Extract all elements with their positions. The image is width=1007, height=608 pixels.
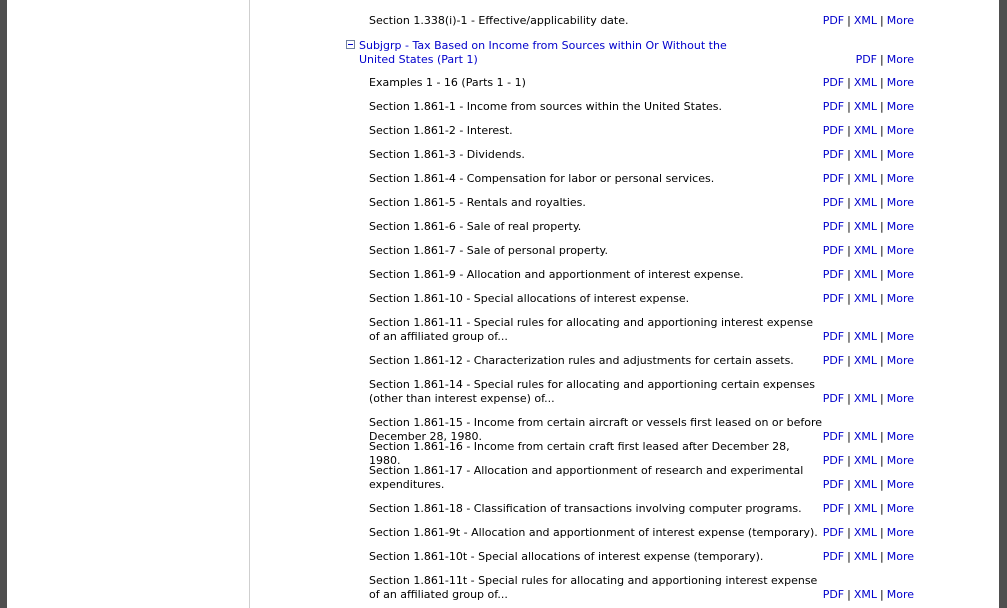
link-separator: | bbox=[880, 220, 884, 233]
link-separator: | bbox=[880, 14, 884, 27]
link-separator: | bbox=[880, 76, 884, 89]
link-separator: | bbox=[880, 354, 884, 367]
pdf-link[interactable]: PDF bbox=[822, 124, 845, 137]
doc-links bbox=[823, 244, 914, 258]
link-separator: | bbox=[880, 268, 884, 281]
xml-link[interactable]: XML bbox=[853, 478, 877, 491]
more-link[interactable]: More bbox=[886, 244, 914, 257]
link-separator: | bbox=[847, 220, 851, 233]
pdf-link[interactable]: PDF bbox=[822, 354, 845, 367]
link-separator: | bbox=[880, 244, 884, 257]
doc-links bbox=[823, 124, 914, 138]
xml-link[interactable]: XML bbox=[853, 588, 877, 601]
pdf-link[interactable]: PDF bbox=[822, 502, 845, 515]
link-separator: | bbox=[847, 430, 851, 443]
pdf-link[interactable]: PDF bbox=[822, 330, 845, 343]
link-separator: | bbox=[847, 172, 851, 185]
pdf-link[interactable]: PDF bbox=[855, 53, 877, 66]
more-link[interactable]: More bbox=[886, 268, 914, 281]
section-title: Section 1.338(i)-1 - Effective/applicability date. bbox=[369, 14, 629, 27]
doc-links bbox=[823, 526, 914, 540]
doc-links bbox=[823, 454, 914, 468]
doc-links bbox=[823, 478, 914, 492]
more-link[interactable]: More bbox=[886, 53, 914, 66]
pdf-link[interactable]: PDF bbox=[822, 392, 845, 405]
section-title: Section 1.861-5 - Rentals and royalties. bbox=[369, 196, 586, 209]
link-separator: | bbox=[847, 14, 851, 27]
pdf-link[interactable]: PDF bbox=[822, 588, 845, 601]
section-title: Section 1.861-18 - Classification of transactions involving computer programs. bbox=[369, 502, 802, 515]
pdf-link[interactable]: PDF bbox=[822, 454, 845, 467]
pdf-link[interactable]: PDF bbox=[822, 100, 845, 113]
doc-links bbox=[823, 148, 914, 162]
section-title: Section 1.861-10t - Special allocations of interest expense (temporary). bbox=[369, 550, 764, 563]
section-row bbox=[369, 100, 914, 114]
doc-links bbox=[823, 268, 914, 282]
xml-link[interactable]: XML bbox=[853, 502, 877, 515]
link-separator: | bbox=[847, 124, 851, 137]
section-row bbox=[369, 268, 914, 282]
doc-links bbox=[823, 196, 914, 210]
link-separator: | bbox=[847, 454, 851, 467]
pdf-link[interactable]: PDF bbox=[822, 14, 845, 27]
more-link[interactable]: More bbox=[886, 478, 914, 491]
more-link[interactable]: More bbox=[886, 454, 914, 467]
xml-link[interactable]: XML bbox=[853, 148, 877, 161]
pdf-link[interactable]: PDF bbox=[822, 220, 845, 233]
section-row bbox=[369, 316, 914, 344]
more-link[interactable]: More bbox=[886, 330, 914, 343]
section-row bbox=[369, 220, 914, 234]
more-link[interactable]: More bbox=[886, 196, 914, 209]
link-separator: | bbox=[880, 430, 884, 443]
xml-link[interactable]: XML bbox=[853, 292, 877, 305]
section-title: Section 1.861-3 - Dividends. bbox=[369, 148, 525, 161]
xml-link[interactable]: XML bbox=[853, 196, 877, 209]
section-title: Examples 1 - 16 (Parts 1 - 1) bbox=[369, 76, 526, 89]
xml-link[interactable]: XML bbox=[853, 430, 877, 443]
link-separator: | bbox=[847, 196, 851, 209]
section-title: Section 1.861-7 - Sale of personal property. bbox=[369, 244, 608, 257]
section-title: Section 1.861-4 - Compensation for labor or personal services. bbox=[369, 172, 715, 185]
xml-link[interactable]: XML bbox=[853, 244, 877, 257]
xml-link[interactable]: XML bbox=[853, 14, 877, 27]
link-separator: | bbox=[847, 268, 851, 281]
section-row bbox=[369, 574, 914, 602]
section-title: Section 1.861-9 - Allocation and apportionment of interest expense. bbox=[369, 268, 744, 281]
link-separator: | bbox=[847, 244, 851, 257]
section-title: Section 1.861-2 - Interest. bbox=[369, 124, 513, 137]
section-row bbox=[369, 244, 914, 258]
link-separator: | bbox=[847, 392, 851, 405]
more-link[interactable]: More bbox=[886, 76, 914, 89]
doc-links bbox=[823, 392, 914, 406]
doc-links bbox=[823, 502, 914, 516]
link-separator: | bbox=[880, 502, 884, 515]
pdf-link[interactable]: PDF bbox=[822, 430, 845, 443]
link-separator: | bbox=[847, 100, 851, 113]
xml-link[interactable]: XML bbox=[853, 330, 877, 343]
xml-link[interactable]: XML bbox=[853, 220, 877, 233]
pdf-link[interactable]: PDF bbox=[822, 148, 845, 161]
subgroup-row bbox=[346, 39, 914, 67]
doc-links bbox=[823, 588, 914, 602]
link-separator: | bbox=[880, 172, 884, 185]
section-title: Section 1.861-17 - Allocation and apportionment of research and experimental expenditures. bbox=[369, 464, 804, 491]
section-row bbox=[369, 354, 914, 368]
section-title: Section 1.861-11t - Special rules for allocating and apportioning interest expense of an affiliated group of... bbox=[369, 574, 818, 601]
section-row bbox=[369, 502, 914, 516]
more-link[interactable]: More bbox=[886, 526, 914, 539]
more-link[interactable]: More bbox=[886, 220, 914, 233]
pdf-link[interactable]: PDF bbox=[822, 292, 845, 305]
more-link[interactable]: More bbox=[886, 588, 914, 601]
section-row bbox=[369, 550, 914, 564]
pdf-link[interactable]: PDF bbox=[822, 526, 845, 539]
section-title: Section 1.861-14 - Special rules for allocating and apportioning certain expenses (other than interest expense) of... bbox=[369, 378, 815, 405]
section-title: Section 1.861-1 - Income from sources within the United States. bbox=[369, 100, 723, 113]
section-title: Section 1.861-6 - Sale of real property. bbox=[369, 220, 582, 233]
link-separator: | bbox=[880, 148, 884, 161]
xml-link[interactable]: XML bbox=[853, 268, 877, 281]
link-separator: | bbox=[880, 526, 884, 539]
section-row bbox=[369, 196, 914, 210]
link-separator: | bbox=[880, 550, 884, 563]
section-title: Section 1.861-16 - Income from certain craft first leased after December 28, 1980. bbox=[369, 440, 790, 467]
doc-links bbox=[823, 354, 914, 368]
doc-links bbox=[823, 430, 914, 444]
xml-link[interactable]: XML bbox=[853, 526, 877, 539]
link-separator: | bbox=[847, 502, 851, 515]
link-separator: | bbox=[880, 292, 884, 305]
more-link[interactable]: More bbox=[886, 148, 914, 161]
more-link[interactable]: More bbox=[886, 124, 914, 137]
pdf-link[interactable]: PDF bbox=[822, 172, 845, 185]
subgroup-title-link[interactable]: Subjgrp - Tax Based on Income from Sources within Or Without the United States (Part 1) bbox=[359, 39, 727, 66]
more-link[interactable]: More bbox=[886, 392, 914, 405]
pdf-link[interactable]: PDF bbox=[822, 244, 845, 257]
link-separator: | bbox=[847, 588, 851, 601]
doc-links bbox=[823, 76, 914, 90]
collapse-minus-icon[interactable] bbox=[346, 40, 355, 49]
link-separator: | bbox=[880, 330, 884, 343]
section-row bbox=[369, 172, 914, 186]
more-link[interactable]: More bbox=[886, 14, 914, 27]
pdf-link[interactable]: PDF bbox=[822, 76, 845, 89]
xml-link[interactable]: XML bbox=[853, 392, 877, 405]
link-separator: | bbox=[847, 76, 851, 89]
more-link[interactable]: More bbox=[886, 550, 914, 563]
section-row bbox=[369, 148, 914, 162]
link-separator: | bbox=[880, 454, 884, 467]
xml-link[interactable]: XML bbox=[853, 550, 877, 563]
more-link[interactable]: More bbox=[886, 430, 914, 443]
doc-links bbox=[823, 172, 914, 186]
xml-link[interactable]: XML bbox=[853, 76, 877, 89]
section-row bbox=[369, 464, 914, 492]
link-separator: | bbox=[847, 292, 851, 305]
doc-links bbox=[856, 53, 914, 67]
link-separator: | bbox=[847, 550, 851, 563]
section-row bbox=[369, 14, 914, 28]
doc-links bbox=[823, 14, 914, 28]
link-separator: | bbox=[880, 100, 884, 113]
left-sidebar-panel bbox=[7, 0, 250, 608]
doc-links bbox=[823, 100, 914, 114]
section-row bbox=[369, 124, 914, 138]
section-title: Section 1.861-9t - Allocation and apportionment of interest expense (temporary). bbox=[369, 526, 818, 539]
doc-links bbox=[823, 550, 914, 564]
more-link[interactable]: More bbox=[886, 292, 914, 305]
link-separator: | bbox=[880, 124, 884, 137]
link-separator: | bbox=[847, 148, 851, 161]
section-title: Section 1.861-12 - Characterization rules and adjustments for certain assets. bbox=[369, 354, 794, 367]
xml-link[interactable]: XML bbox=[853, 172, 877, 185]
link-separator: | bbox=[880, 196, 884, 209]
link-separator: | bbox=[880, 392, 884, 405]
link-separator: | bbox=[847, 330, 851, 343]
link-separator: | bbox=[880, 588, 884, 601]
link-separator: | bbox=[880, 53, 884, 66]
more-link[interactable]: More bbox=[886, 100, 914, 113]
section-row bbox=[369, 378, 914, 406]
section-row bbox=[369, 526, 914, 540]
link-separator: | bbox=[880, 478, 884, 491]
xml-link[interactable]: XML bbox=[853, 354, 877, 367]
section-title: Section 1.861-15 - Income from certain aircraft or vessels first leased on or before December 28, 1980. bbox=[369, 416, 823, 443]
doc-links bbox=[823, 220, 914, 234]
pdf-link[interactable]: PDF bbox=[822, 268, 845, 281]
section-row bbox=[369, 292, 914, 306]
xml-link[interactable]: XML bbox=[853, 100, 877, 113]
window-right-border bbox=[999, 0, 1007, 608]
pdf-link[interactable]: PDF bbox=[822, 478, 845, 491]
section-row bbox=[369, 76, 914, 90]
more-link[interactable]: More bbox=[886, 502, 914, 515]
link-separator: | bbox=[847, 478, 851, 491]
link-separator: | bbox=[847, 526, 851, 539]
doc-links bbox=[823, 330, 914, 344]
xml-link[interactable]: XML bbox=[853, 454, 877, 467]
pdf-link[interactable]: PDF bbox=[822, 550, 845, 563]
section-title: Section 1.861-10 - Special allocations of interest expense. bbox=[369, 292, 690, 305]
xml-link[interactable]: XML bbox=[853, 124, 877, 137]
doc-links bbox=[823, 292, 914, 306]
pdf-link[interactable]: PDF bbox=[822, 196, 845, 209]
more-link[interactable]: More bbox=[886, 172, 914, 185]
link-separator: | bbox=[847, 354, 851, 367]
window-left-border bbox=[0, 0, 7, 608]
section-title: Section 1.861-11 - Special rules for allocating and apportioning interest expense of an affiliated group of... bbox=[369, 316, 814, 343]
more-link[interactable]: More bbox=[886, 354, 914, 367]
